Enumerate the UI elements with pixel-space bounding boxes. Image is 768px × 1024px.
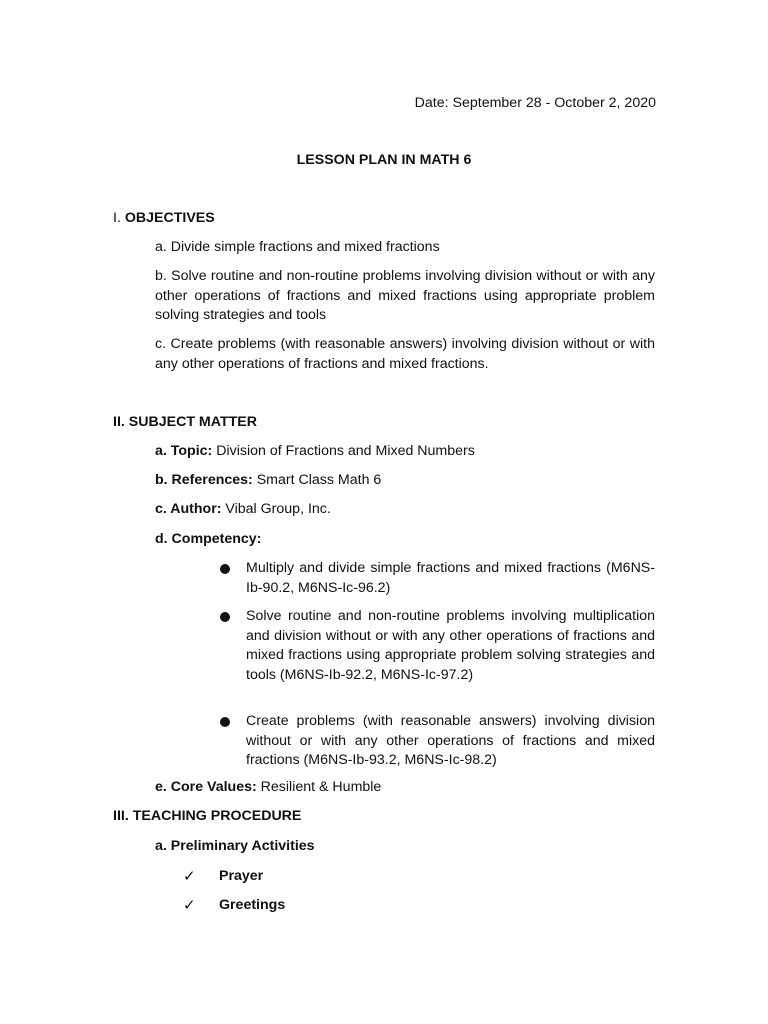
core-values-label: e. Core Values:	[155, 779, 257, 795]
preliminary-activities-label: a. Preliminary Activities	[155, 838, 315, 854]
checklist-label: Prayer	[219, 868, 264, 884]
core-values-value: Resilient & Humble	[256, 779, 382, 795]
competency-text-2: Solve routine and non-routine problems involving multiplication and division without or with any other operations of fractions and mixed fractions using appropriate problem solving strategies and tools (M6NS-Ib-92.2, M6NS-Ic-97.2)	[246, 608, 655, 683]
author-line	[155, 500, 655, 520]
objective-item-b: b. Solve routine and non-routine problems involving division without or with any other operations of fractions and mixed fractions using appropriate problem solving strategies and tools	[155, 268, 655, 323]
bullet-icon	[220, 612, 230, 622]
teaching-procedure-heading: III. TEACHING PROCEDURE	[113, 808, 302, 824]
topic-label: a. Topic:	[155, 443, 213, 459]
lesson-date: Date: September 28 - October 2, 2020	[414, 95, 656, 111]
topic-line	[155, 442, 655, 462]
author-label: c. Author:	[155, 501, 222, 517]
objectives-title: OBJECTIVES	[124, 210, 215, 226]
bullet-icon	[220, 717, 230, 727]
checkmark-icon: ✓	[183, 867, 196, 885]
references-label: b. References:	[155, 472, 253, 488]
checkmark-icon: ✓	[183, 896, 196, 914]
bullet-icon	[220, 564, 230, 574]
page-title: LESSON PLAN IN MATH 6	[296, 152, 472, 168]
objective-item-c: c. Create problems (with reasonable answers) involving division without or with any other operations of fractions and mixed fractions.	[155, 336, 655, 372]
topic-value: Division of Fractions and Mixed Numbers	[212, 443, 475, 459]
checklist-label: Greetings	[219, 897, 286, 913]
subject-matter-heading: II. SUBJECT MATTER	[113, 414, 257, 430]
competency-text-1: Multiply and divide simple fractions and mixed fractions (M6NS-Ib-90.2, M6NS-Ic-96.2)	[246, 560, 655, 596]
competency-label: d. Competency:	[155, 531, 262, 547]
author-value: Vibal Group, Inc.	[221, 501, 331, 517]
references-line	[155, 471, 655, 491]
objective-item-a: a. Divide simple fractions and mixed fractions	[155, 239, 440, 255]
references-value: Smart Class Math 6	[252, 472, 382, 488]
core-values-line	[155, 778, 655, 798]
objectives-heading	[113, 209, 655, 229]
objectives-numeral: I.	[113, 210, 125, 226]
competency-text-3: Create problems (with reasonable answers) involving division without or with any other operations of fractions and mixed fractions (M6NS-Ib-93.2, M6NS-Ic-98.2)	[246, 713, 655, 768]
